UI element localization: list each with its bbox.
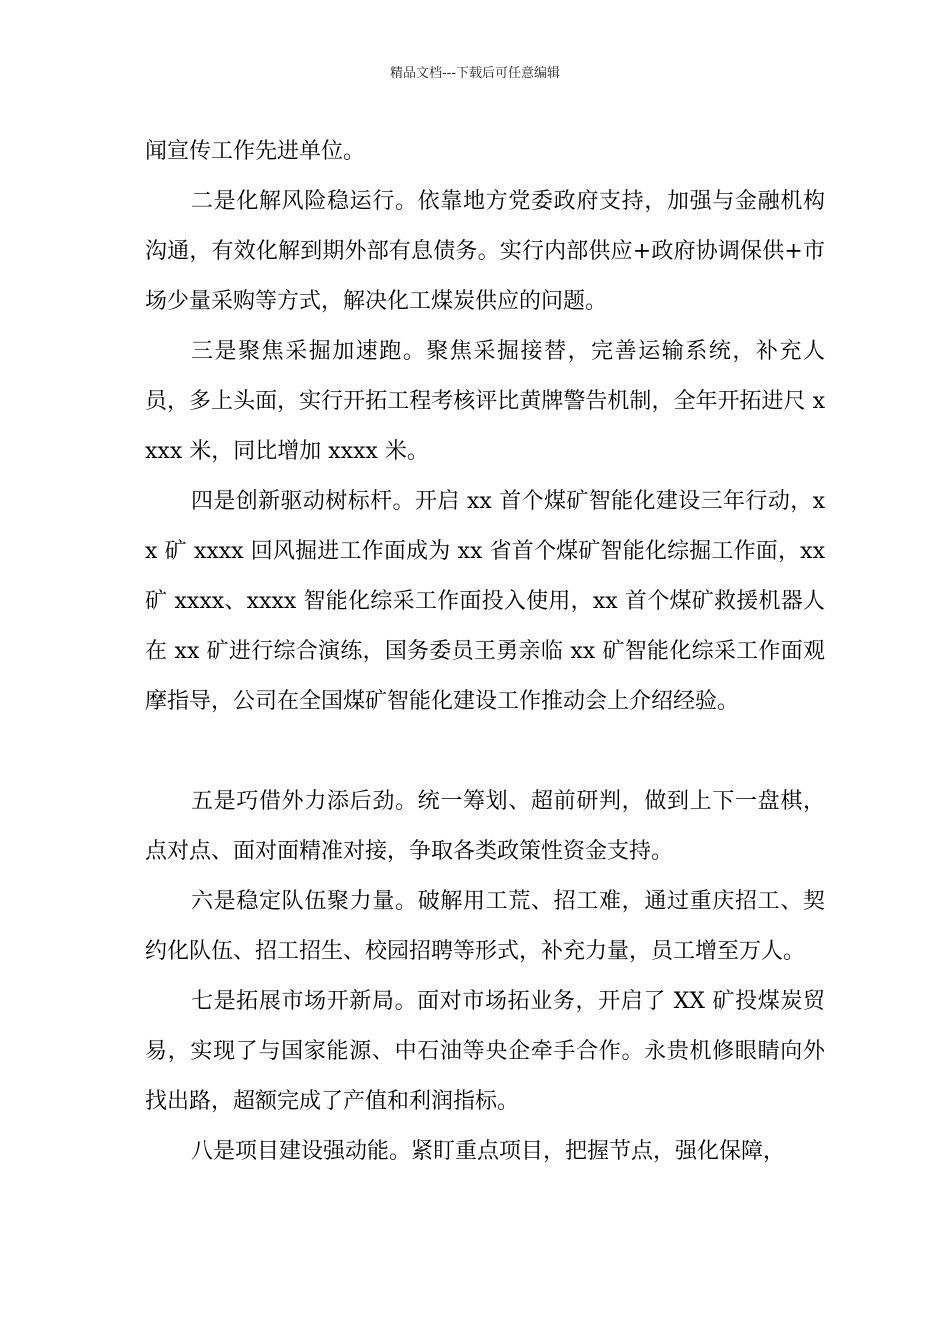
paragraph-7: 七是拓展市场开新局。面对市场拓业务，开启了 XX 矿投煤炭贸易，实现了与国家能源、中石油等央企牵手合作。永贵机修眼睛向外找出路，超额完成了产值和利润指标。 — [145, 989, 825, 1114]
paragraph-8: 八是项目建设强动能。紧盯重点项目，把握节点，强化保障， — [191, 1139, 786, 1164]
paragraph-continuation: 闻宣传工作先进单位。 — [145, 139, 366, 164]
paragraph-5: 五是巧借外力添后劲。统一筹划、超前研判，做到上下一盘棋，点对点、面对面精准对接，争取各类政策性资金支持。 — [145, 789, 825, 864]
paragraph-3: 三是聚焦采掘加速跑。聚焦采掘接替，完善运输系统，补充人员，多上头面，实行开拓工程考核评比黄牌警告机制，全年开拓进尺 xxxx 米，同比增加 xxxx 米。 — [145, 339, 825, 464]
paragraph-spacer — [145, 727, 825, 777]
page-header: 精品文档---下载后可任意编辑 — [389, 66, 561, 81]
document-body — [145, 127, 825, 1177]
paragraph-2: 二是化解风险稳运行。依靠地方党委政府支持，加强与金融机构沟通，有效化解到期外部有息债务。实行内部供应+政府协调保供+市场少量采购等方式，解决化工煤炭供应的问题。 — [145, 189, 825, 314]
paragraph-6: 六是稳定队伍聚力量。破解用工荒、招工难，通过重庆招工、契约化队伍、招工招生、校园招聘等形式，补充力量，员工增至万人。 — [145, 889, 825, 964]
paragraph-4: 四是创新驱动树标杆。开启 xx 首个煤矿智能化建设三年行动，xx 矿 xxxx 回风掘进工作面成为 xx 省首个煤矿智能化综掘工作面，xx 矿 xxxx、xxxx 智能化综采工作面投入使用，xx 首个煤矿救援机器人在 xx 矿进行综合演练，国务委员王勇亲临 xx 矿智能化综采工作面观摩指导，公司在全国煤矿智能化建设工作推动会上介绍经验。 — [145, 489, 825, 714]
